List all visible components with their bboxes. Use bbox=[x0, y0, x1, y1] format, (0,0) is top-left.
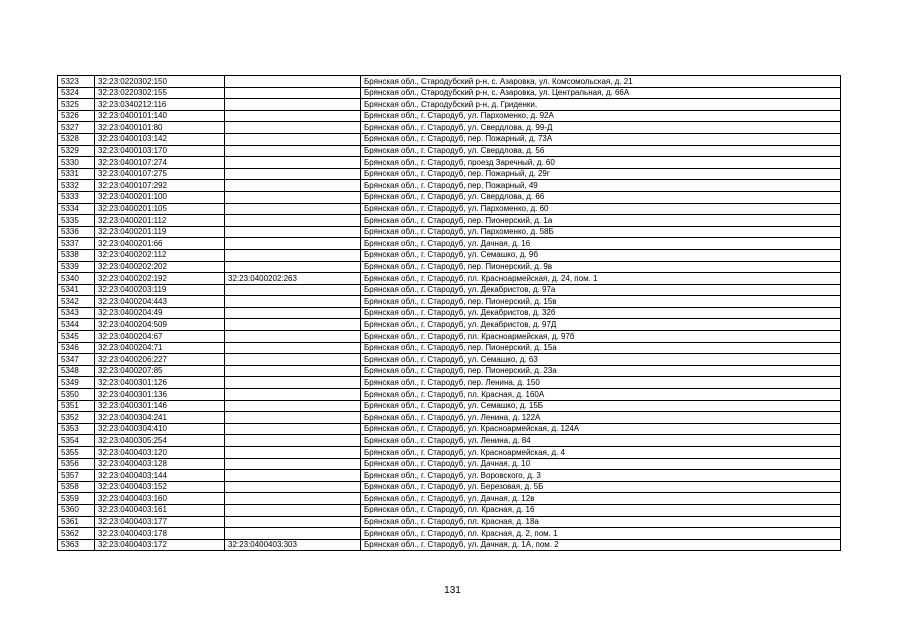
row-number-cell: 5333 bbox=[58, 191, 95, 203]
cadastral-number-cell: 32:23:0400201:119 bbox=[95, 226, 225, 238]
row-number-cell: 5351 bbox=[58, 400, 95, 412]
related-cadastral-number-cell bbox=[225, 470, 361, 482]
row-number-cell: 5359 bbox=[58, 493, 95, 505]
cadastral-number-cell: 32:23:0400101:80 bbox=[95, 122, 225, 134]
address-cell: Брянская обл., г. Стародуб, ул. Дачная, д. 16 bbox=[361, 238, 841, 250]
row-number-cell: 5331 bbox=[58, 168, 95, 180]
row-number-cell: 5334 bbox=[58, 203, 95, 215]
table-row bbox=[58, 226, 841, 238]
address-cell: Брянская обл., г. Стародуб, ул. Семашко, д. 15Б bbox=[361, 400, 841, 412]
address-cell: Брянская обл., г. Стародуб, пер. Пионерский, д. 1а bbox=[361, 215, 841, 227]
row-number-cell: 5339 bbox=[58, 261, 95, 273]
table-row bbox=[58, 458, 841, 470]
cadastral-number-cell: 32:23:0400103:142 bbox=[95, 133, 225, 145]
address-cell: Брянская обл., г. Стародуб, ул. Красноармейская, д. 4 bbox=[361, 447, 841, 459]
cadastral-number-cell: 32:23:0400301:146 bbox=[95, 400, 225, 412]
table-row bbox=[58, 203, 841, 215]
address-cell: Брянская обл., г. Стародуб, ул. Дачная, д. 10 bbox=[361, 458, 841, 470]
related-cadastral-number-cell bbox=[225, 412, 361, 424]
address-cell: Брянская обл., Стародубский р-н, с. Азаровка, ул. Центральная, д. 66А bbox=[361, 87, 841, 99]
address-cell: Брянская обл., г. Стародуб, ул. Свердлова, д. 56 bbox=[361, 145, 841, 157]
row-number-cell: 5345 bbox=[58, 331, 95, 343]
related-cadastral-number-cell bbox=[225, 389, 361, 401]
row-number-cell: 5349 bbox=[58, 377, 95, 389]
related-cadastral-number-cell bbox=[225, 342, 361, 354]
table-row bbox=[58, 435, 841, 447]
cadastral-number-cell: 32:23:0400403:161 bbox=[95, 504, 225, 516]
table-row bbox=[58, 180, 841, 192]
row-number-cell: 5363 bbox=[58, 539, 95, 551]
cadastral-number-cell: 32:23:0220302:150 bbox=[95, 76, 225, 88]
cadastral-number-cell: 32:23:0400301:126 bbox=[95, 377, 225, 389]
cadastral-number-cell: 32:23:0400204:67 bbox=[95, 331, 225, 343]
related-cadastral-number-cell bbox=[225, 87, 361, 99]
related-cadastral-number-cell bbox=[225, 365, 361, 377]
cadastral-number-cell: 32:23:0400204:443 bbox=[95, 296, 225, 308]
table-row bbox=[58, 539, 841, 551]
cadastral-number-cell: 32:23:0400201:105 bbox=[95, 203, 225, 215]
row-number-cell: 5328 bbox=[58, 133, 95, 145]
address-cell: Брянская обл., г. Стародуб, ул. Семашко, д. 9б bbox=[361, 249, 841, 261]
related-cadastral-number-cell bbox=[225, 528, 361, 540]
address-cell: Брянская обл., г. Стародуб, ул. Дачная, д. 1А, пом. 2 bbox=[361, 539, 841, 551]
row-number-cell: 5356 bbox=[58, 458, 95, 470]
table-row bbox=[58, 354, 841, 366]
cadastral-number-cell: 32:23:0400304:241 bbox=[95, 412, 225, 424]
table-row bbox=[58, 481, 841, 493]
table-row bbox=[58, 447, 841, 459]
address-cell: Брянская обл., г. Стародуб, ул. Ленина, д. 122А bbox=[361, 412, 841, 424]
cadastral-number-cell: 32:23:0400305:254 bbox=[95, 435, 225, 447]
cadastral-number-cell: 32:23:0400101:140 bbox=[95, 110, 225, 122]
table-row bbox=[58, 76, 841, 88]
related-cadastral-number-cell bbox=[225, 447, 361, 459]
table-row bbox=[58, 249, 841, 261]
row-number-cell: 5342 bbox=[58, 296, 95, 308]
table-row bbox=[58, 273, 841, 285]
cadastral-number-cell: 32:23:0400204:509 bbox=[95, 319, 225, 331]
address-cell: Брянская обл., г. Стародуб, ул. Пархоменко, д. 58Б bbox=[361, 226, 841, 238]
related-cadastral-number-cell bbox=[225, 400, 361, 412]
address-cell: Брянская обл., г. Стародуб, ул. Воровского, д. 3 bbox=[361, 470, 841, 482]
address-cell: Брянская обл., г. Стародуб, пл. Красная, д. 18а bbox=[361, 516, 841, 528]
table-row bbox=[58, 238, 841, 250]
address-cell: Брянская обл., г. Стародуб, ул. Семашко, д. 63 bbox=[361, 354, 841, 366]
cadastral-number-cell: 32:23:0400207:85 bbox=[95, 365, 225, 377]
address-cell: Брянская обл., Стародубский р-н, с. Азаровка, ул. Комсомольская, д. 21 bbox=[361, 76, 841, 88]
table-row bbox=[58, 168, 841, 180]
related-cadastral-number-cell bbox=[225, 249, 361, 261]
related-cadastral-number-cell bbox=[225, 377, 361, 389]
row-number-cell: 5329 bbox=[58, 145, 95, 157]
address-cell: Брянская обл., г. Стародуб, ул. Пархоменко, д. 92А bbox=[361, 110, 841, 122]
address-cell: Брянская обл., г. Стародуб, ул. Свердлова, д. 66 bbox=[361, 191, 841, 203]
row-number-cell: 5361 bbox=[58, 516, 95, 528]
table-row bbox=[58, 400, 841, 412]
row-number-cell: 5338 bbox=[58, 249, 95, 261]
related-cadastral-number-cell: 32:23:0400403:303 bbox=[225, 539, 361, 551]
table-row bbox=[58, 319, 841, 331]
related-cadastral-number-cell bbox=[225, 296, 361, 308]
row-number-cell: 5355 bbox=[58, 447, 95, 459]
address-cell: Брянская обл., г. Стародуб, пл. Красная, д. 2, пом. 1 bbox=[361, 528, 841, 540]
related-cadastral-number-cell bbox=[225, 203, 361, 215]
table-row bbox=[58, 493, 841, 505]
cadastral-number-cell: 32:23:0340212:116 bbox=[95, 99, 225, 111]
row-number-cell: 5343 bbox=[58, 307, 95, 319]
cadastral-number-cell: 32:23:0400403:177 bbox=[95, 516, 225, 528]
cadastral-number-cell: 32:23:0400403:128 bbox=[95, 458, 225, 470]
table-row bbox=[58, 516, 841, 528]
address-cell: Брянская обл., г. Стародуб, ул. Свердлова, д. 99-Д bbox=[361, 122, 841, 134]
related-cadastral-number-cell bbox=[225, 215, 361, 227]
table-row bbox=[58, 133, 841, 145]
table-row bbox=[58, 412, 841, 424]
related-cadastral-number-cell bbox=[225, 458, 361, 470]
related-cadastral-number-cell bbox=[225, 331, 361, 343]
table-row bbox=[58, 122, 841, 134]
cadastral-number-cell: 32:23:0400107:274 bbox=[95, 157, 225, 169]
table-row bbox=[58, 423, 841, 435]
table-row bbox=[58, 145, 841, 157]
address-cell: Брянская обл., г. Стародуб, пл. Красная, д. 160А bbox=[361, 389, 841, 401]
row-number-cell: 5325 bbox=[58, 99, 95, 111]
related-cadastral-number-cell bbox=[225, 504, 361, 516]
row-number-cell: 5327 bbox=[58, 122, 95, 134]
cadastral-number-cell: 32:23:0400403:144 bbox=[95, 470, 225, 482]
row-number-cell: 5326 bbox=[58, 110, 95, 122]
row-number-cell: 5348 bbox=[58, 365, 95, 377]
address-cell: Брянская обл., г. Стародуб, пер. Пионерский, д. 15а bbox=[361, 342, 841, 354]
cadastral-number-cell: 32:23:0400206:227 bbox=[95, 354, 225, 366]
table-row bbox=[58, 389, 841, 401]
cadastral-number-cell: 32:23:0400204:71 bbox=[95, 342, 225, 354]
cadastral-number-cell: 32:23:0400403:152 bbox=[95, 481, 225, 493]
address-cell: Брянская обл., г. Стародуб, ул. Ленина, д. 84 bbox=[361, 435, 841, 447]
cadastral-number-cell: 32:23:0400201:66 bbox=[95, 238, 225, 250]
address-cell: Брянская обл., г. Стародуб, пер. Пионерский, д. 9в bbox=[361, 261, 841, 273]
related-cadastral-number-cell bbox=[225, 423, 361, 435]
address-cell: Брянская обл., г. Стародуб, пер. Пионерский, д. 15в bbox=[361, 296, 841, 308]
row-number-cell: 5362 bbox=[58, 528, 95, 540]
table-row bbox=[58, 284, 841, 296]
cadastral-number-cell: 32:23:0400403:172 bbox=[95, 539, 225, 551]
table-row bbox=[58, 157, 841, 169]
row-number-cell: 5337 bbox=[58, 238, 95, 250]
table-row bbox=[58, 99, 841, 111]
table-row bbox=[58, 191, 841, 203]
address-cell: Брянская обл., г. Стародуб, ул. Дачная, д. 12в bbox=[361, 493, 841, 505]
table-row bbox=[58, 377, 841, 389]
cadastral-number-cell: 32:23:0220302:155 bbox=[95, 87, 225, 99]
address-cell: Брянская обл., г. Стародуб, ул. Красноармейская, д. 124А bbox=[361, 423, 841, 435]
cadastral-number-cell: 32:23:0400403:120 bbox=[95, 447, 225, 459]
cadastral-number-cell: 32:23:0400202:192 bbox=[95, 273, 225, 285]
table-row bbox=[58, 528, 841, 540]
related-cadastral-number-cell bbox=[225, 435, 361, 447]
row-number-cell: 5360 bbox=[58, 504, 95, 516]
row-number-cell: 5346 bbox=[58, 342, 95, 354]
related-cadastral-number-cell bbox=[225, 76, 361, 88]
address-cell: Брянская обл., г. Стародуб, ул. Пархоменко, д. 60 bbox=[361, 203, 841, 215]
row-number-cell: 5354 bbox=[58, 435, 95, 447]
related-cadastral-number-cell bbox=[225, 99, 361, 111]
address-cell: Брянская обл., г. Стародуб, ул. Декабристов, д. 32б bbox=[361, 307, 841, 319]
table-row bbox=[58, 261, 841, 273]
table-row bbox=[58, 215, 841, 227]
related-cadastral-number-cell bbox=[225, 110, 361, 122]
row-number-cell: 5335 bbox=[58, 215, 95, 227]
related-cadastral-number-cell bbox=[225, 145, 361, 157]
page-number: 131 bbox=[444, 585, 461, 596]
related-cadastral-number-cell bbox=[225, 133, 361, 145]
table-row bbox=[58, 110, 841, 122]
table-row bbox=[58, 307, 841, 319]
cadastral-number-cell: 32:23:0400301:136 bbox=[95, 389, 225, 401]
related-cadastral-number-cell bbox=[225, 191, 361, 203]
address-cell: Брянская обл., г. Стародуб, ул. Декабристов, д. 97Д bbox=[361, 319, 841, 331]
related-cadastral-number-cell bbox=[225, 516, 361, 528]
row-number-cell: 5330 bbox=[58, 157, 95, 169]
cadastral-number-cell: 32:23:0400403:178 bbox=[95, 528, 225, 540]
table-row bbox=[58, 504, 841, 516]
address-cell: Брянская обл., г. Стародуб, пер. Пионерский, д. 23а bbox=[361, 365, 841, 377]
address-cell: Брянская обл., г. Стародуб, пер. Пожарный, д. 73А bbox=[361, 133, 841, 145]
row-number-cell: 5357 bbox=[58, 470, 95, 482]
row-number-cell: 5332 bbox=[58, 180, 95, 192]
address-cell: Брянская обл., г. Стародуб, пл. Красная, д. 16 bbox=[361, 504, 841, 516]
cadastral-number-cell: 32:23:0400203:119 bbox=[95, 284, 225, 296]
related-cadastral-number-cell: 32:23:0400202:263 bbox=[225, 273, 361, 285]
row-number-cell: 5347 bbox=[58, 354, 95, 366]
address-cell: Брянская обл., Стародубский р-н, д. Гриденки, bbox=[361, 99, 841, 111]
related-cadastral-number-cell bbox=[225, 481, 361, 493]
related-cadastral-number-cell bbox=[225, 354, 361, 366]
table-row bbox=[58, 342, 841, 354]
address-cell: Брянская обл., г. Стародуб, проезд Заречный, д. 60 bbox=[361, 157, 841, 169]
related-cadastral-number-cell bbox=[225, 284, 361, 296]
table-row bbox=[58, 365, 841, 377]
table-row bbox=[58, 470, 841, 482]
cadastral-number-cell: 32:23:0400202:112 bbox=[95, 249, 225, 261]
cadastral-number-cell: 32:23:0400202:202 bbox=[95, 261, 225, 273]
related-cadastral-number-cell bbox=[225, 226, 361, 238]
related-cadastral-number-cell bbox=[225, 157, 361, 169]
address-cell: Брянская обл., г. Стародуб, пл. Красноармейская, д. 24, пом. 1 bbox=[361, 273, 841, 285]
cadastral-number-cell: 32:23:0400201:100 bbox=[95, 191, 225, 203]
cadastral-number-cell: 32:23:0400201:112 bbox=[95, 215, 225, 227]
row-number-cell: 5344 bbox=[58, 319, 95, 331]
cadastral-number-cell: 32:23:0400204:49 bbox=[95, 307, 225, 319]
cadastral-number-cell: 32:23:0400107:275 bbox=[95, 168, 225, 180]
table-row bbox=[58, 331, 841, 343]
cadastral-number-cell: 32:23:0400304:410 bbox=[95, 423, 225, 435]
row-number-cell: 5340 bbox=[58, 273, 95, 285]
cadastral-number-cell: 32:23:0400103:170 bbox=[95, 145, 225, 157]
row-number-cell: 5324 bbox=[58, 87, 95, 99]
related-cadastral-number-cell bbox=[225, 319, 361, 331]
address-cell: Брянская обл., г. Стародуб, ул. Декабристов, д. 97а bbox=[361, 284, 841, 296]
address-cell: Брянская обл., г. Стародуб, ул. Березовая, д. 5Б bbox=[361, 481, 841, 493]
row-number-cell: 5323 bbox=[58, 76, 95, 88]
row-number-cell: 5341 bbox=[58, 284, 95, 296]
related-cadastral-number-cell bbox=[225, 261, 361, 273]
address-cell: Брянская обл., г. Стародуб, пер. Пожарный, д. 29г bbox=[361, 168, 841, 180]
row-number-cell: 5352 bbox=[58, 412, 95, 424]
address-cell: Брянская обл., г. Стародуб, пер. Пожарный, 49 bbox=[361, 180, 841, 192]
registry-table bbox=[57, 75, 841, 551]
row-number-cell: 5350 bbox=[58, 389, 95, 401]
related-cadastral-number-cell bbox=[225, 122, 361, 134]
related-cadastral-number-cell bbox=[225, 168, 361, 180]
row-number-cell: 5353 bbox=[58, 423, 95, 435]
related-cadastral-number-cell bbox=[225, 180, 361, 192]
row-number-cell: 5336 bbox=[58, 226, 95, 238]
related-cadastral-number-cell bbox=[225, 307, 361, 319]
cadastral-number-cell: 32:23:0400403:160 bbox=[95, 493, 225, 505]
related-cadastral-number-cell bbox=[225, 493, 361, 505]
row-number-cell: 5358 bbox=[58, 481, 95, 493]
table-row bbox=[58, 296, 841, 308]
address-cell: Брянская обл., г. Стародуб, пер. Ленина, д. 150 bbox=[361, 377, 841, 389]
registry-table-body bbox=[58, 76, 841, 551]
address-cell: Брянская обл., г. Стародуб, пл. Красноармейская, д. 97б bbox=[361, 331, 841, 343]
table-row bbox=[58, 87, 841, 99]
cadastral-number-cell: 32:23:0400107:292 bbox=[95, 180, 225, 192]
related-cadastral-number-cell bbox=[225, 238, 361, 250]
